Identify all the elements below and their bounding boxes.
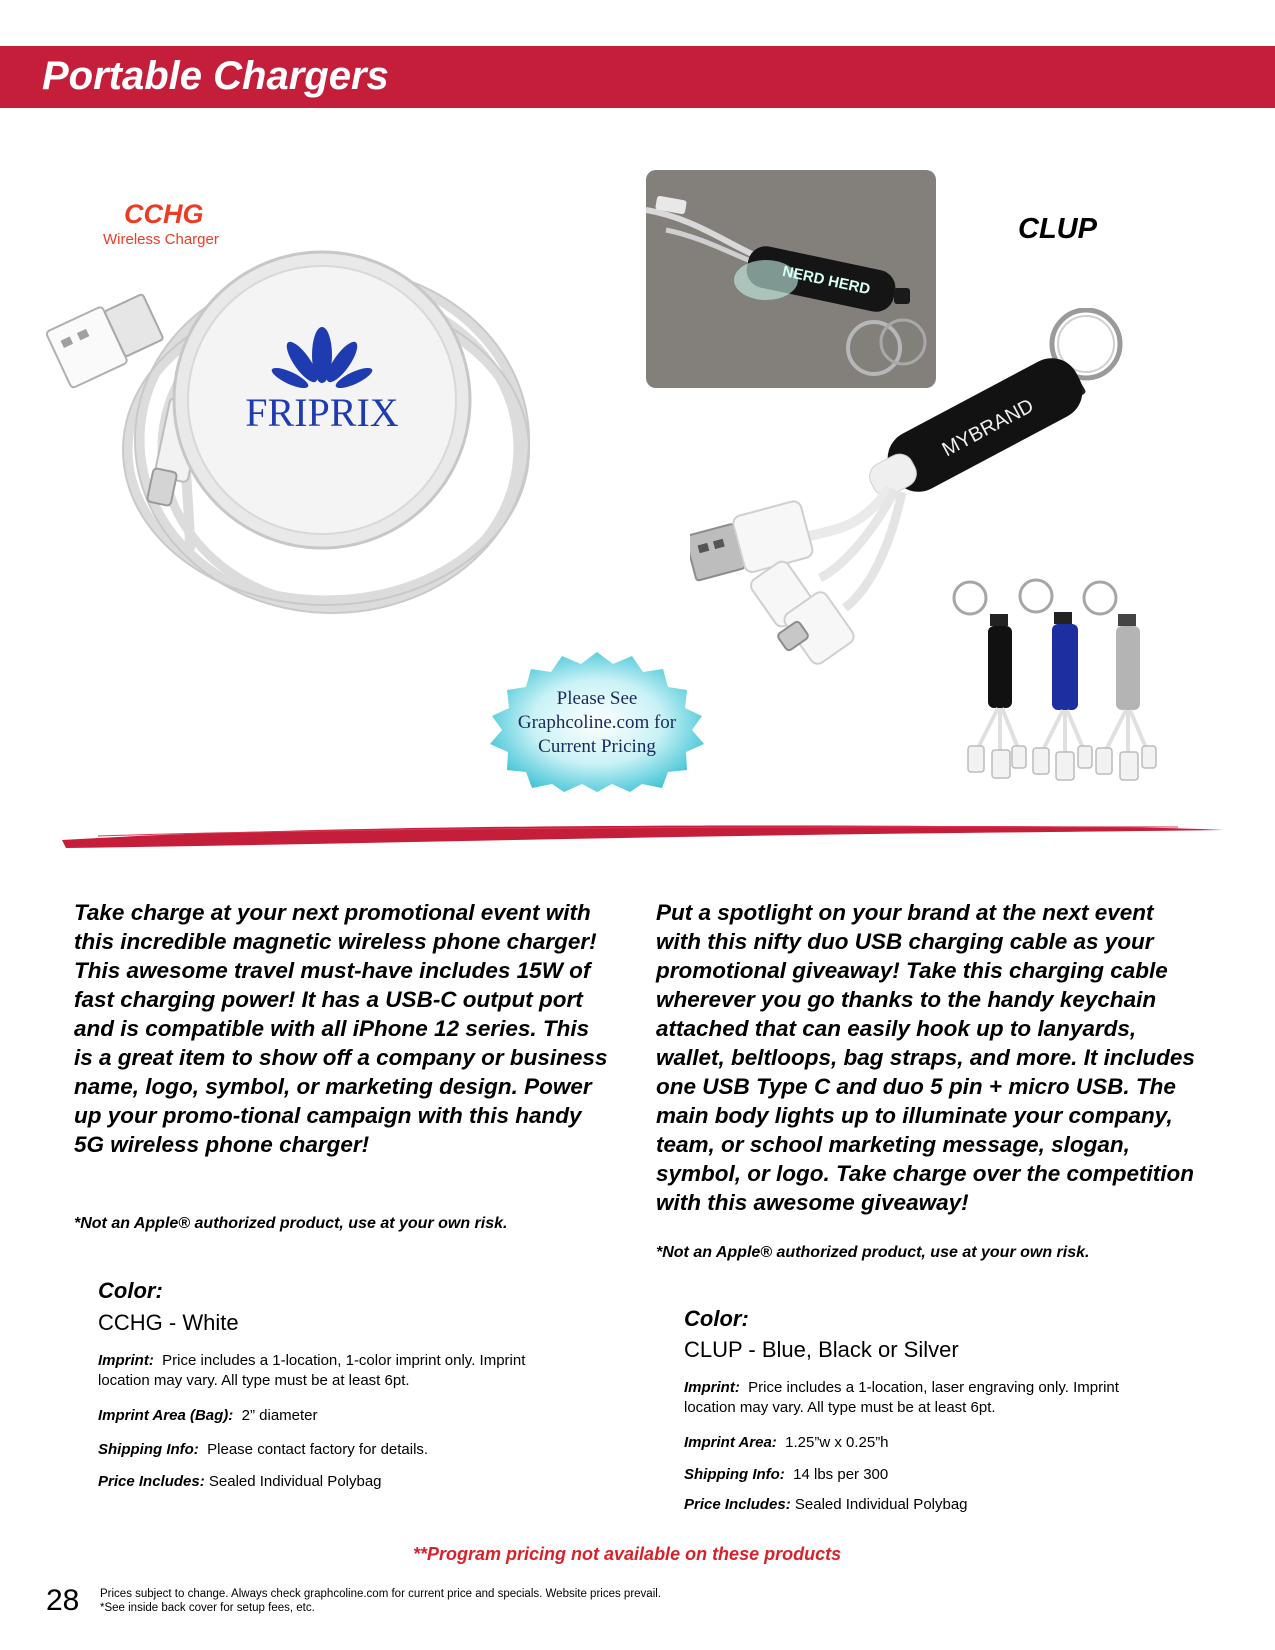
cchg-spec-imprint: Imprint: Price includes a 1-location, 1-color imprint only. Imprint location may vary. All type must be at least 6pt. [98,1352,526,1389]
clup-disclaimer: *Not an Apple® authorized product, use at your own risk. [656,1244,1090,1261]
clup-color-variants-image [948,578,1188,786]
pricing-badge [482,650,712,792]
svg-text:Please See: Please See [556,688,638,709]
clup-color-value: CLUP - Blue, Black or Silver [684,1337,959,1362]
cchg-color-label: Color: [98,1278,163,1303]
silver-variant [1116,626,1140,710]
clup-spec-shipping: Shipping Info: 14 lbs per 300 [684,1466,889,1483]
page-title: Portable Chargers [42,54,389,98]
page-number: 28 [46,1584,80,1617]
blue-variant [1052,624,1078,710]
cchg-color-value: CCHG - White [98,1310,239,1335]
clup-spec-imprint-area: Imprint Area: 1.25”w x 0.25”h [684,1434,889,1451]
footer-line-1: Prices subject to change. Always check graphcoline.com for current price and specials. Website prices prevail. [100,1588,661,1600]
cchg-code: CCHG [124,199,204,229]
cchg-description: Take charge at your next promotional event with this incredible magnetic wireless phone charger! This awesome travel must-have includes 15W of fast charging power! It has a USB-C output port and is compatible with all iPhone 12 series. This is a great item to show off a company or business name, logo, symbol, or marketing design. Power up your promo-tional campaign with this handy 5G wireless phone charger! [74,900,608,1157]
mybrand-engraving: MYBRAND [938,394,1038,462]
clup-code: CLUP [1018,213,1097,245]
clup-spec-imprint: Imprint: Price includes a 1-location, laser engraving only. Imprint location may vary. All type must be at least 6pt. [684,1379,1119,1416]
footer-line-2: *See inside back cover for setup fees, etc. [100,1602,315,1614]
cchg-spec-shipping: Shipping Info: Please contact factory for details. [98,1441,429,1458]
cchg-subtitle: Wireless Charger [103,231,219,248]
nerd-herd-engraving: NERD HERD [780,262,872,299]
brush-divider [58,822,1228,852]
svg-text:Current Pricing: Current Pricing [538,736,656,757]
program-pricing-note: **Program pricing not available on these products [413,1544,842,1564]
cchg-product-image [40,250,580,630]
cchg-disclaimer: *Not an Apple® authorized product, use at your own risk. [74,1215,508,1232]
black-variant [988,626,1012,708]
svg-text:Graphcoline.com for: Graphcoline.com for [517,712,677,733]
footer-notes [100,1587,1200,1615]
clup-spec-price-includes: Price Includes: Sealed Individual Polybag [684,1496,968,1513]
friprix-logo-text: FRIPRIX [245,390,399,435]
clup-description: Put a spotlight on your brand at the next event with this nifty duo USB charging cable as your promotional giveaway! Take this charging cable wherever you go thanks to the handy keychain attached that can easily hook up to lanyards, wallet, beltloops, bag straps, and more. It includes one USB Type C and duo 5 pin + micro USB. The main body lights up to illuminate your company, team, or school marketing message, slogan, symbol, or logo. Take charge over the competition with this awesome giveaway! [656,900,1195,1215]
clup-color-label: Color: [684,1306,749,1331]
cchg-spec-imprint-area: Imprint Area (Bag): 2” diameter [98,1407,318,1424]
cchg-spec-price-includes: Price Includes: Sealed Individual Polybag [98,1473,382,1490]
